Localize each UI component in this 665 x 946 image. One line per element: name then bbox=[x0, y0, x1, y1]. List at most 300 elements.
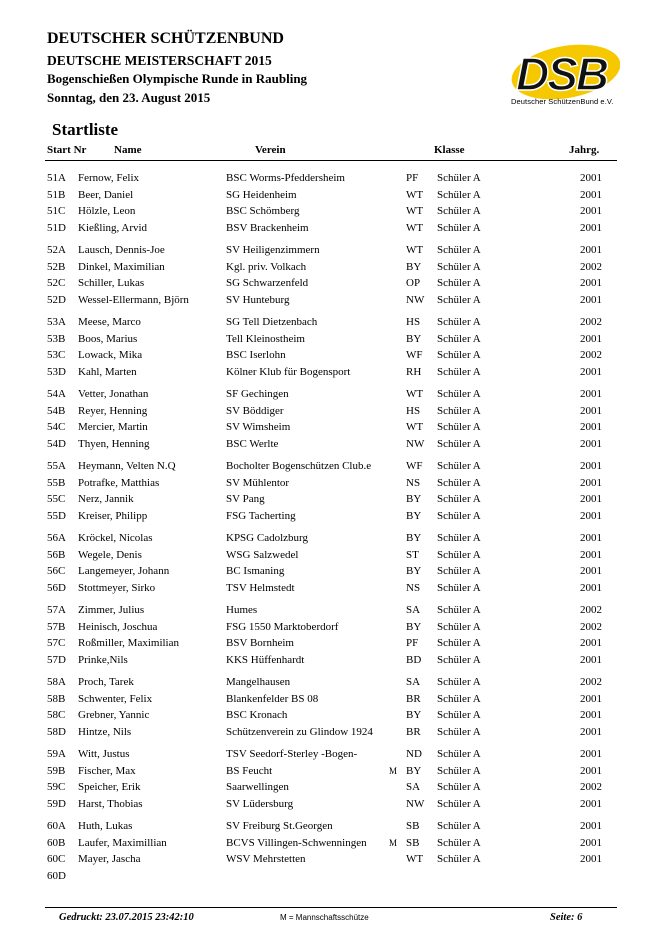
header-line-4: Sonntag, den 23. August 2015 bbox=[47, 90, 211, 105]
start-group bbox=[0, 386, 665, 452]
club-name: BSC Kronach bbox=[226, 709, 288, 721]
birth-year: 2002 bbox=[580, 260, 602, 273]
start-group bbox=[0, 818, 665, 884]
birth-year: 2002 bbox=[580, 604, 602, 616]
table-row bbox=[0, 746, 665, 763]
class-name: Schüler A bbox=[437, 748, 481, 760]
region-code: HS bbox=[406, 404, 421, 417]
table-row bbox=[0, 602, 665, 619]
table-row bbox=[0, 203, 665, 220]
club-name: SV Lüdersburg bbox=[226, 797, 294, 810]
club-name: Kölner Klub für Bogensport bbox=[226, 365, 351, 378]
class-name: Schüler A bbox=[437, 437, 481, 450]
class-name: Schüler A bbox=[437, 509, 481, 522]
birth-year: 2002 bbox=[580, 316, 602, 328]
class-name: Schüler A bbox=[437, 725, 481, 738]
start-group bbox=[0, 674, 665, 740]
class-name: Schüler A bbox=[437, 476, 481, 489]
athlete-name: Meese, Marco bbox=[78, 316, 141, 328]
class-name: Schüler A bbox=[437, 709, 481, 721]
region-code: SB bbox=[406, 836, 420, 849]
class-name: Schüler A bbox=[437, 604, 481, 616]
start-group bbox=[0, 458, 665, 524]
class-name: Schüler A bbox=[437, 332, 481, 345]
class-name: Schüler A bbox=[437, 404, 481, 417]
start-nr: 53A bbox=[47, 316, 66, 328]
region-code: WT bbox=[406, 421, 424, 433]
start-nr: 57A bbox=[47, 604, 66, 616]
start-nr: 55D bbox=[47, 509, 66, 522]
region-code: BY bbox=[406, 493, 422, 505]
region-code: OP bbox=[406, 277, 421, 289]
table-row bbox=[0, 314, 665, 331]
birth-year: 2001 bbox=[580, 532, 602, 544]
class-name: Schüler A bbox=[437, 277, 481, 289]
header-line-2: DEUTSCHE MEISTERSCHAFT 2015 bbox=[47, 53, 272, 68]
col-header-klasse: Klasse bbox=[434, 144, 465, 156]
class-name: Schüler A bbox=[437, 548, 481, 561]
table-row bbox=[0, 364, 665, 381]
club-name: Blankenfelder BS 08 bbox=[226, 692, 319, 705]
table-row bbox=[0, 170, 665, 187]
birth-year: 2001 bbox=[580, 172, 602, 184]
club-name: WSG Salzwedel bbox=[226, 548, 299, 561]
region-code: WT bbox=[406, 221, 424, 234]
region-code: BY bbox=[406, 709, 422, 721]
region-code: BD bbox=[406, 653, 422, 666]
birth-year: 2001 bbox=[580, 637, 602, 649]
athlete-name: Wessel-Ellermann, Björn bbox=[78, 293, 189, 306]
birth-year: 2001 bbox=[580, 709, 602, 721]
athlete-name: Fernow, Felix bbox=[78, 172, 140, 184]
club-name: BSC Worms-Pfeddersheim bbox=[226, 172, 345, 184]
birth-year: 2001 bbox=[580, 820, 602, 832]
birth-year: 2001 bbox=[580, 476, 602, 489]
athlete-name: Hintze, Nils bbox=[78, 725, 132, 738]
athlete-name: Reyer, Henning bbox=[78, 404, 148, 417]
table-row bbox=[0, 491, 665, 508]
club-name: SV Mühlentor bbox=[226, 476, 290, 489]
class-name: Schüler A bbox=[437, 388, 481, 400]
region-code: SB bbox=[406, 820, 420, 832]
class-name: Schüler A bbox=[437, 532, 481, 544]
birth-year: 2001 bbox=[580, 548, 602, 561]
region-code: ND bbox=[406, 748, 422, 760]
club-name: Mangelhausen bbox=[226, 676, 291, 688]
birth-year: 2002 bbox=[580, 676, 602, 688]
club-name: BSV Bornheim bbox=[226, 637, 294, 649]
athlete-name: Lausch, Dennis-Joe bbox=[78, 244, 165, 256]
start-nr: 58C bbox=[47, 709, 66, 721]
class-name: Schüler A bbox=[437, 205, 481, 217]
birth-year: 2001 bbox=[580, 277, 602, 289]
club-name: SG Tell Dietzenbach bbox=[226, 316, 318, 328]
table-row bbox=[0, 619, 665, 636]
class-name: Schüler A bbox=[437, 188, 481, 201]
table-row bbox=[0, 530, 665, 547]
birth-year: 2001 bbox=[580, 836, 602, 849]
birth-year: 2001 bbox=[580, 293, 602, 306]
athlete-name: Stottmeyer, Sirko bbox=[78, 581, 156, 594]
region-code: WT bbox=[406, 853, 424, 865]
region-code: BY bbox=[406, 565, 422, 577]
class-name: Schüler A bbox=[437, 221, 481, 234]
club-name: Humes bbox=[226, 604, 258, 616]
birth-year: 2001 bbox=[580, 764, 602, 777]
table-row bbox=[0, 707, 665, 724]
table-row bbox=[0, 763, 665, 780]
class-name: Schüler A bbox=[437, 853, 481, 865]
start-nr: 53D bbox=[47, 365, 66, 378]
birth-year: 2001 bbox=[580, 332, 602, 345]
club-name: SV Heiligenzimmern bbox=[226, 244, 320, 256]
athlete-name: Schwenter, Felix bbox=[78, 692, 153, 705]
start-nr: 60A bbox=[47, 820, 66, 832]
table-row bbox=[0, 835, 665, 852]
table-row bbox=[0, 347, 665, 364]
team-marker: M bbox=[389, 765, 398, 776]
start-group bbox=[0, 746, 665, 812]
birth-year: 2001 bbox=[580, 205, 602, 217]
birth-year: 2001 bbox=[580, 188, 602, 201]
class-name: Schüler A bbox=[437, 460, 481, 472]
col-header-start: Start Nr bbox=[47, 144, 87, 156]
region-code: NS bbox=[406, 476, 421, 489]
class-name: Schüler A bbox=[437, 244, 481, 256]
class-name: Schüler A bbox=[437, 565, 481, 577]
table-row bbox=[0, 635, 665, 652]
table-row bbox=[0, 674, 665, 691]
club-name: BC Ismaning bbox=[226, 565, 285, 577]
birth-year: 2001 bbox=[580, 221, 602, 234]
birth-year: 2001 bbox=[580, 565, 602, 577]
athlete-name: Boos, Marius bbox=[78, 332, 138, 345]
start-nr: 51C bbox=[47, 205, 66, 217]
start-group bbox=[0, 242, 665, 308]
start-nr: 56D bbox=[47, 581, 66, 594]
region-code: NW bbox=[406, 797, 425, 810]
header-rule bbox=[45, 160, 617, 161]
club-name: SV Böddiger bbox=[226, 404, 284, 417]
class-name: Schüler A bbox=[437, 797, 481, 810]
athlete-name: Potrafke, Matthias bbox=[78, 476, 160, 489]
athlete-name: Harst, Thobias bbox=[78, 797, 143, 810]
start-nr: 54A bbox=[47, 388, 66, 400]
athlete-name: Lowack, Mika bbox=[78, 349, 143, 361]
birth-year: 2001 bbox=[580, 493, 602, 505]
athlete-name: Wegele, Denis bbox=[78, 548, 142, 561]
table-row bbox=[0, 403, 665, 420]
start-nr: 51B bbox=[47, 188, 66, 201]
birth-year: 2001 bbox=[580, 509, 602, 522]
class-name: Schüler A bbox=[437, 421, 481, 433]
region-code: BR bbox=[406, 692, 421, 705]
class-name: Schüler A bbox=[437, 620, 481, 633]
athlete-name: Nerz, Jannik bbox=[78, 493, 134, 505]
club-name: SG Heidenheim bbox=[226, 188, 297, 201]
class-name: Schüler A bbox=[437, 820, 481, 832]
birth-year: 2001 bbox=[580, 748, 602, 760]
start-nr: 57C bbox=[47, 637, 66, 649]
start-group bbox=[0, 314, 665, 380]
table-row bbox=[0, 419, 665, 436]
table-row bbox=[0, 331, 665, 348]
start-group bbox=[0, 530, 665, 596]
athlete-name: Grebner, Yannic bbox=[78, 709, 150, 721]
region-code: PF bbox=[406, 172, 419, 184]
athlete-name: Speicher, Erik bbox=[78, 781, 141, 793]
start-group bbox=[0, 602, 665, 668]
birth-year: 2001 bbox=[580, 244, 602, 256]
region-code: NW bbox=[406, 437, 425, 450]
col-header-jahrg: Jahrg. bbox=[569, 144, 600, 156]
start-nr: 60C bbox=[47, 853, 66, 865]
table-row bbox=[0, 818, 665, 835]
footer-page: Seite: 6 bbox=[550, 912, 583, 923]
table-row bbox=[0, 292, 665, 309]
logo-letters: DSB bbox=[516, 48, 608, 100]
birth-year: 2001 bbox=[580, 581, 602, 594]
startlist-table bbox=[0, 170, 665, 890]
region-code: SA bbox=[406, 676, 421, 688]
athlete-name: Kreiser, Philipp bbox=[78, 509, 148, 522]
club-name: Bocholter Bogenschützen Club.e bbox=[226, 460, 372, 472]
region-code: BY bbox=[406, 260, 422, 273]
birth-year: 2001 bbox=[580, 725, 602, 738]
start-nr: 51D bbox=[47, 221, 66, 234]
club-name: SG Schwarzenfeld bbox=[226, 277, 309, 289]
class-name: Schüler A bbox=[437, 293, 481, 306]
start-nr: 58D bbox=[47, 725, 66, 738]
region-code: BY bbox=[406, 532, 422, 544]
start-nr: 59D bbox=[47, 797, 66, 810]
start-nr: 52D bbox=[47, 293, 66, 306]
class-name: Schüler A bbox=[437, 260, 481, 273]
athlete-name: Langemeyer, Johann bbox=[78, 565, 170, 577]
class-name: Schüler A bbox=[437, 172, 481, 184]
birth-year: 2001 bbox=[580, 692, 602, 705]
club-name: BS Feucht bbox=[226, 764, 273, 777]
region-code: WT bbox=[406, 205, 424, 217]
birth-year: 2001 bbox=[580, 421, 602, 433]
region-code: BY bbox=[406, 509, 422, 522]
start-nr: 54C bbox=[47, 421, 66, 433]
club-name: Saarwellingen bbox=[226, 781, 289, 793]
page-title: Startliste bbox=[52, 120, 119, 139]
footer-legend: M = Mannschaftsschütze bbox=[280, 913, 369, 922]
athlete-name: Laufer, Maximillian bbox=[78, 836, 167, 849]
athlete-name: Hölzle, Leon bbox=[78, 205, 136, 217]
class-name: Schüler A bbox=[437, 653, 481, 666]
athlete-name: Prinke,Nils bbox=[78, 653, 128, 666]
region-code: NW bbox=[406, 293, 425, 306]
athlete-name: Mayer, Jascha bbox=[78, 853, 141, 865]
athlete-name: Vetter, Jonathan bbox=[78, 388, 149, 400]
birth-year: 2001 bbox=[580, 653, 602, 666]
club-name: SV Wimsheim bbox=[226, 421, 291, 433]
athlete-name: Kröckel, Nicolas bbox=[78, 532, 153, 544]
region-code: WF bbox=[406, 349, 423, 361]
region-code: WT bbox=[406, 388, 424, 400]
start-nr: 59A bbox=[47, 748, 66, 760]
athlete-name: Fischer, Max bbox=[78, 764, 136, 777]
class-name: Schüler A bbox=[437, 493, 481, 505]
birth-year: 2001 bbox=[580, 388, 602, 400]
athlete-name: Kahl, Marten bbox=[78, 365, 137, 378]
athlete-name: Thyen, Henning bbox=[78, 437, 150, 450]
club-name: BSV Brackenheim bbox=[226, 221, 309, 234]
table-row bbox=[0, 547, 665, 564]
start-nr: 53B bbox=[47, 332, 66, 345]
athlete-name: Heinisch, Joschua bbox=[78, 620, 158, 633]
region-code: NS bbox=[406, 581, 421, 594]
club-name: KKS Hüffenhardt bbox=[226, 653, 305, 666]
region-code: WF bbox=[406, 460, 423, 472]
region-code: WT bbox=[406, 244, 424, 256]
start-nr: 59B bbox=[47, 764, 66, 777]
birth-year: 2002 bbox=[580, 620, 602, 633]
start-nr: 52C bbox=[47, 277, 66, 289]
table-row bbox=[0, 779, 665, 796]
table-row bbox=[0, 652, 665, 669]
class-name: Schüler A bbox=[437, 365, 481, 378]
start-nr: 56A bbox=[47, 532, 66, 544]
club-name: SV Freiburg St.Georgen bbox=[226, 820, 333, 832]
club-name: FSG Tacherting bbox=[226, 509, 296, 522]
footer-rule bbox=[45, 907, 617, 908]
start-nr: 60D bbox=[47, 869, 66, 882]
start-nr: 52A bbox=[47, 244, 66, 256]
start-nr: 57B bbox=[47, 620, 66, 633]
start-nr: 56B bbox=[47, 548, 66, 561]
birth-year: 2001 bbox=[580, 460, 602, 472]
table-row bbox=[0, 796, 665, 813]
start-nr: 53C bbox=[47, 349, 66, 361]
birth-year: 2001 bbox=[580, 437, 602, 450]
logo-subtitle: Deutscher SchützenBund e.V. bbox=[511, 97, 614, 106]
dsb-logo bbox=[508, 38, 620, 106]
start-nr: 52B bbox=[47, 260, 66, 273]
club-name: WSV Mehrstetten bbox=[226, 853, 306, 865]
club-name: KPSG Cadolzburg bbox=[226, 532, 308, 544]
birth-year: 2001 bbox=[580, 853, 602, 865]
class-name: Schüler A bbox=[437, 676, 481, 688]
athlete-name: Proch, Tarek bbox=[78, 676, 134, 688]
table-row bbox=[0, 508, 665, 525]
region-code: ST bbox=[406, 548, 419, 561]
table-row bbox=[0, 868, 665, 885]
start-nr: 54B bbox=[47, 404, 66, 417]
region-code: BY bbox=[406, 332, 422, 345]
athlete-name: Dinkel, Maximilian bbox=[78, 260, 165, 273]
birth-year: 2001 bbox=[580, 404, 602, 417]
table-row bbox=[0, 458, 665, 475]
header-line-3: Bogenschießen Olympische Runde in Raubling bbox=[47, 71, 308, 86]
athlete-name: Zimmer, Julius bbox=[78, 604, 145, 616]
athlete-name: Mercier, Martin bbox=[78, 421, 148, 433]
start-nr: 57D bbox=[47, 653, 66, 666]
athlete-name: Beer, Daniel bbox=[78, 188, 134, 201]
class-name: Schüler A bbox=[437, 581, 481, 594]
col-header-name: Name bbox=[114, 144, 142, 156]
region-code: SA bbox=[406, 781, 421, 793]
start-nr: 55A bbox=[47, 460, 66, 472]
start-nr: 54D bbox=[47, 437, 66, 450]
start-nr: 58B bbox=[47, 692, 66, 705]
table-row bbox=[0, 220, 665, 237]
club-name: Kgl. priv. Volkach bbox=[226, 260, 307, 273]
club-name: Tell Kleinostheim bbox=[226, 332, 305, 345]
athlete-name: Witt, Justus bbox=[78, 748, 130, 760]
start-nr: 58A bbox=[47, 676, 66, 688]
table-row bbox=[0, 475, 665, 492]
class-name: Schüler A bbox=[437, 836, 481, 849]
club-name: TSV Seedorf-Sterley -Bogen- bbox=[226, 748, 358, 760]
table-row bbox=[0, 436, 665, 453]
club-name: TSV Helmstedt bbox=[226, 581, 295, 594]
athlete-name: Kießling, Arvid bbox=[78, 221, 148, 234]
club-name: SV Pang bbox=[226, 493, 265, 505]
start-nr: 51A bbox=[47, 172, 66, 184]
region-code: RH bbox=[406, 365, 422, 378]
region-code: HS bbox=[406, 316, 421, 328]
table-row bbox=[0, 851, 665, 868]
region-code: BY bbox=[406, 764, 422, 777]
club-name: BCVS Villingen-Schwenningen bbox=[226, 836, 367, 849]
region-code: PF bbox=[406, 637, 419, 649]
table-row bbox=[0, 691, 665, 708]
start-nr: 59C bbox=[47, 781, 66, 793]
table-row bbox=[0, 724, 665, 741]
athlete-name: Huth, Lukas bbox=[78, 820, 133, 832]
region-code: WT bbox=[406, 188, 424, 201]
table-row bbox=[0, 580, 665, 597]
table-row bbox=[0, 386, 665, 403]
table-row bbox=[0, 242, 665, 259]
club-name: SF Gechingen bbox=[226, 388, 289, 400]
athlete-name: Schiller, Lukas bbox=[78, 277, 145, 289]
athlete-name: Heymann, Velten N.Q bbox=[78, 460, 176, 472]
start-nr: 56C bbox=[47, 565, 66, 577]
team-marker: M bbox=[389, 837, 398, 848]
start-nr: 55B bbox=[47, 476, 66, 489]
club-name: BSC Iserlohn bbox=[226, 349, 286, 361]
region-code: BR bbox=[406, 725, 421, 738]
table-row bbox=[0, 275, 665, 292]
class-name: Schüler A bbox=[437, 637, 481, 649]
club-name: BSC Schömberg bbox=[226, 205, 300, 217]
birth-year: 2001 bbox=[580, 365, 602, 378]
class-name: Schüler A bbox=[437, 764, 481, 777]
birth-year: 2002 bbox=[580, 349, 602, 361]
club-name: BSC Werlte bbox=[226, 437, 279, 450]
table-row bbox=[0, 563, 665, 580]
class-name: Schüler A bbox=[437, 781, 481, 793]
header-line-1: DEUTSCHER SCHÜTZENBUND bbox=[47, 30, 284, 47]
start-group bbox=[0, 170, 665, 236]
start-nr: 55C bbox=[47, 493, 66, 505]
region-code: BY bbox=[406, 620, 422, 633]
table-row bbox=[0, 187, 665, 204]
class-name: Schüler A bbox=[437, 349, 481, 361]
class-name: Schüler A bbox=[437, 692, 481, 705]
class-name: Schüler A bbox=[437, 316, 481, 328]
col-header-verein: Verein bbox=[255, 144, 286, 156]
footer-printed: Gedruckt: 23.07.2015 23:42:10 bbox=[59, 912, 194, 923]
region-code: SA bbox=[406, 604, 421, 616]
start-nr: 60B bbox=[47, 836, 66, 849]
club-name: FSG 1550 Marktoberdorf bbox=[226, 620, 339, 633]
